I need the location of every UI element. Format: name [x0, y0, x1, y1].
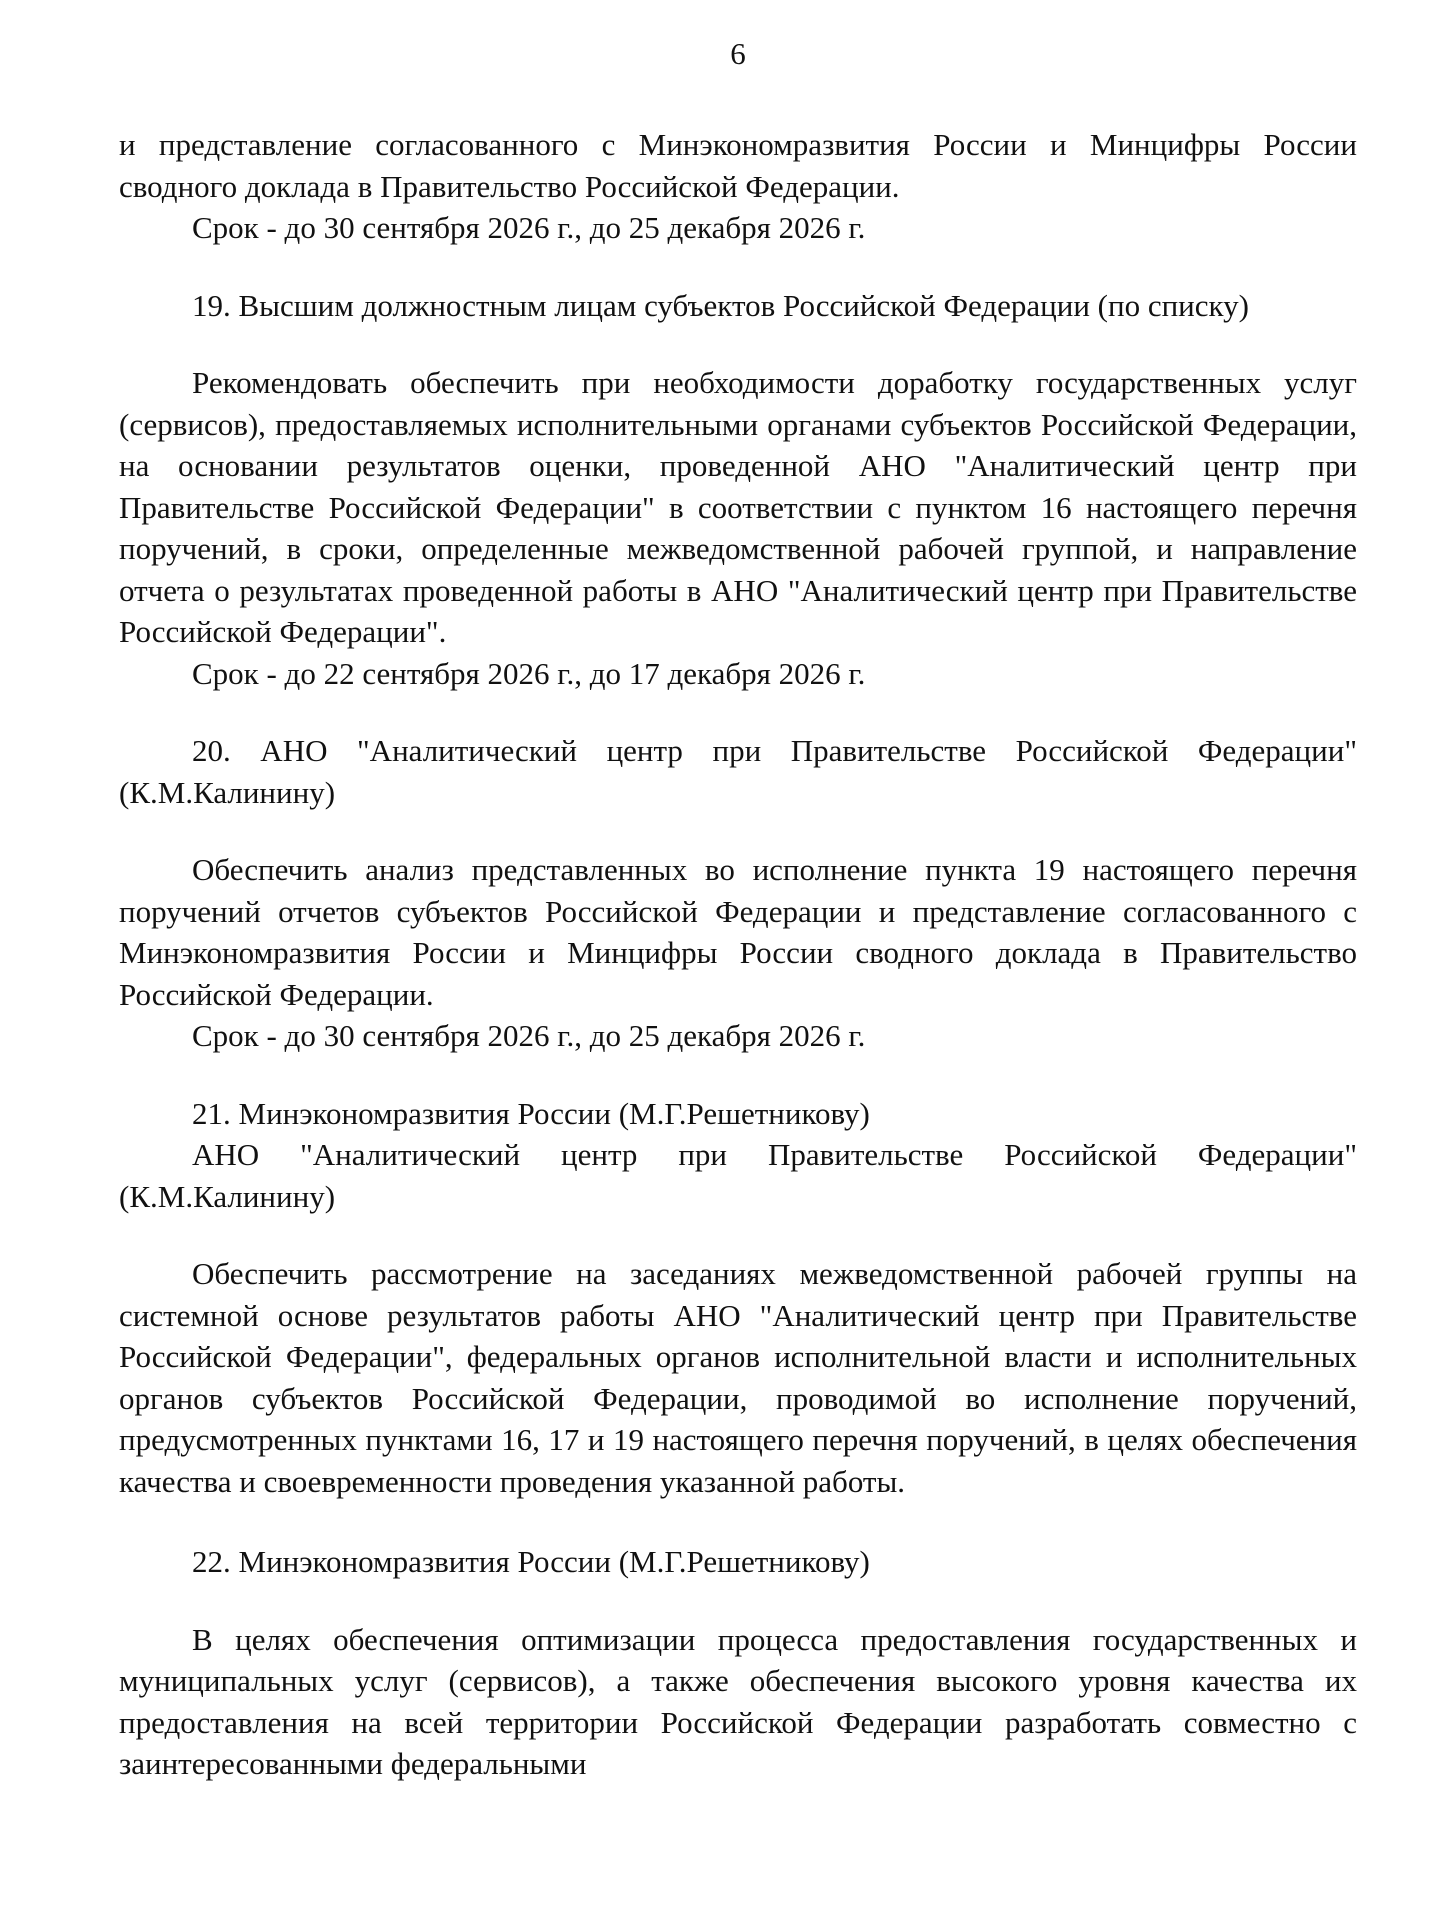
- item-21-addressee-2: АНО "Аналитический центр при Правительстве Российской Федерации" (К.М.Калинину): [119, 1137, 1357, 1214]
- item-20-addressee: 20. АНО "Аналитический центр при Правительстве Российской Федерации" (К.М.Калинину): [119, 733, 1357, 810]
- deadline-20: Срок - до 30 сентября 2026 г., до 25 декабря 2026 г.: [192, 1018, 866, 1053]
- item-20-text: Обеспечить анализ представленных во исполнение пункта 19 настоящего перечня поручений отчетов субъектов Российской Федерации и представление согласованного с Минэкономразвития России и Минцифры России сводного доклада в Правительство Российской Федерации.: [119, 852, 1357, 1012]
- item-21-addressee-1: 21. Минэкономразвития России (М.Г.Решетникову): [192, 1095, 870, 1131]
- item-22-text: В целях обеспечения оптимизации процесса предоставления государственных и муниципальных услуг (сервисов), а также обеспечения высокого уровня качества их предоставления на всей территории Российской Федерации разработать совместно с заинтересованными федеральными: [119, 1621, 1357, 1781]
- item-21-text: Обеспечить рассмотрение на заседаниях межведомственной рабочей группы на системной основе результатов работы АНО "Аналитический центр при Правительстве Российской Федерации", федеральных органов исполнительной власти и исполнительных органов субъектов Российской Федерации, проводимой во исполнение поручений, предусмотренных пунктами 16, 17 и 19 настоящего перечня поручений, в целях обеспечения качества и своевременности проведения указанной работы.: [119, 1256, 1357, 1499]
- item-19-addressee: 19. Высшим должностным лицам субъектов Российской Федерации (по списку): [192, 287, 1249, 323]
- paragraph-continuation: и представление согласованного с Минэкономразвития России и Минцифры России сводного доклада в Правительство Российской Федерации.: [119, 127, 1357, 204]
- deadline-19: Срок - до 22 сентября 2026 г., до 17 декабря 2026 г.: [192, 655, 866, 691]
- item-22-addressee: 22. Минэкономразвития России (М.Г.Решетникову): [192, 1544, 870, 1579]
- deadline-18: Срок - до 30 сентября 2026 г., до 25 декабря 2026 г.: [192, 210, 866, 245]
- item-19-text: Рекомендовать обеспечить при необходимости доработку государственных услуг (сервисов), предоставляемых исполнительными органами субъектов Российской Федерации, на основании результатов оценки, проведенной АНО "Аналитический центр при Правительстве Российской Федерации" в соответствии с пунктом 16 настоящего перечня поручений, в сроки, определенные межведомственной рабочей группой, и направление отчета о результатах проведенной работы в АНО "Аналитический центр при Правительстве Российской Федерации".: [119, 365, 1357, 649]
- document-body: [119, 124, 1357, 1785]
- page-number: 6: [730, 36, 746, 71]
